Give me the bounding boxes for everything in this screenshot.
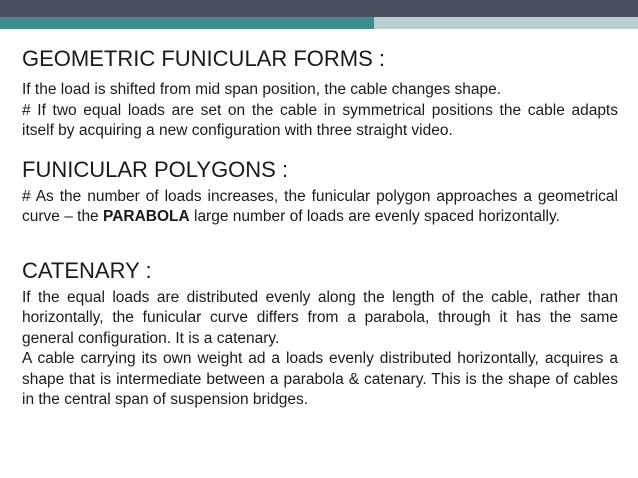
- paragraph-text: large number of loads are evenly spaced horizontally.: [189, 208, 560, 225]
- paragraph: If the load is shifted from mid span position, the cable changes shape.: [22, 81, 502, 98]
- header-bar-light: [374, 17, 638, 29]
- bold-term: PARABOLA: [103, 208, 190, 225]
- section-body-catenary: [22, 288, 618, 411]
- section-heading-polygons: FUNICULAR POLYGONS :: [22, 156, 289, 182]
- header-bar-teal: [0, 17, 374, 29]
- paragraph: If the equal loads are distributed evenly along the length of the cable, rather than horizontally, the funicular curve differs from a parabola, through it has the same general configuration. It is a catenary.: [22, 288, 618, 347]
- section-body-geometric: [22, 80, 618, 142]
- section-heading-catenary: CATENARY :: [22, 257, 152, 283]
- paragraph: A cable carrying its own weight ad a loads evenly distributed horizontally, acquires a shape that is intermediate between a parabola & catenary. This is the shape of cables in the central span of suspension bridges.: [22, 350, 618, 408]
- section-heading-geometric: GEOMETRIC FUNICULAR FORMS :: [22, 46, 386, 71]
- paragraph-text: # As the number of loads increases, the funicular polygon approaches a geometrical curve – the: [22, 187, 618, 225]
- paragraph: # If two equal loads are set on the cable in symmetrical positions the cable adapts itself by acquiring a new configuration with three straight video.: [22, 101, 618, 139]
- slide-content: [22, 44, 618, 411]
- section-body-polygons: [22, 187, 618, 228]
- header-bar-dark: [0, 0, 638, 17]
